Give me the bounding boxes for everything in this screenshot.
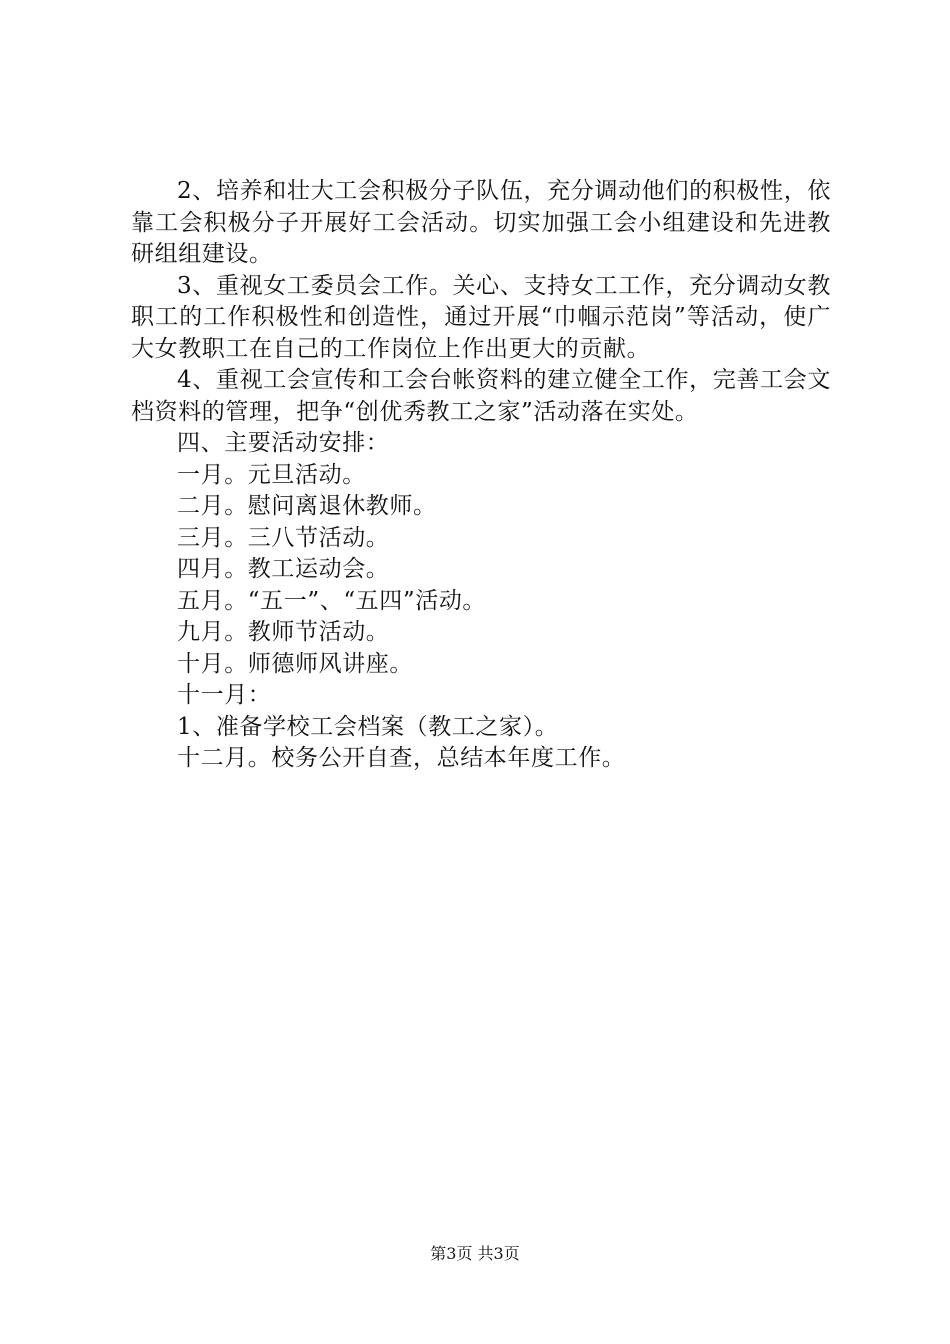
paragraph-activists: 2、培养和壮大工会积极分子队伍，充分调动他们的积极性，依靠工会积极分子开展好工会活动。切实加强工会小组建设和先进教研组组建设。: [131, 178, 831, 267]
schedule-item-november: 十一月：: [177, 682, 272, 708]
document-body: [131, 176, 831, 775]
schedule-item-february: 二月。慰问离退休教师。: [177, 493, 437, 519]
paragraph-women-workers: 3、重视女工委员会工作。关心、支持女工工作，充分调动女教职工的工作积极性和创造性，通过开展“巾帼示范岗”等活动，使广大女教职工在自己的工作岗位上作出更大的贡献。: [131, 272, 831, 362]
paragraph-publicity-records: 4、重视工会宣传和工会台帐资料的建立健全工作，完善工会文档资料的管理，把争“创优秀教工之家”活动落在实处。: [131, 367, 831, 425]
schedule-item-march: 三月。三八节活动。: [177, 524, 390, 551]
schedule-item-december: 十二月。校务公开自查，总结本年度工作。: [177, 745, 626, 771]
schedule-item-september: 九月。教师节活动。: [177, 619, 390, 645]
schedule-subitem-november-1: 1、准备学校工会档案（教工之家）。: [177, 713, 559, 740]
schedule-item-may: 五月。“五一”、“五四”活动。: [177, 587, 487, 614]
schedule-item-april: 四月。教工运动会。: [177, 556, 390, 582]
schedule-item-october: 十月。师德师风讲座。: [177, 650, 413, 677]
schedule-item-january: 一月。元旦活动。: [177, 461, 366, 488]
page-number-footer: 第3页 共3页: [430, 1244, 520, 1263]
section-heading: 四、主要活动安排：: [177, 430, 390, 456]
